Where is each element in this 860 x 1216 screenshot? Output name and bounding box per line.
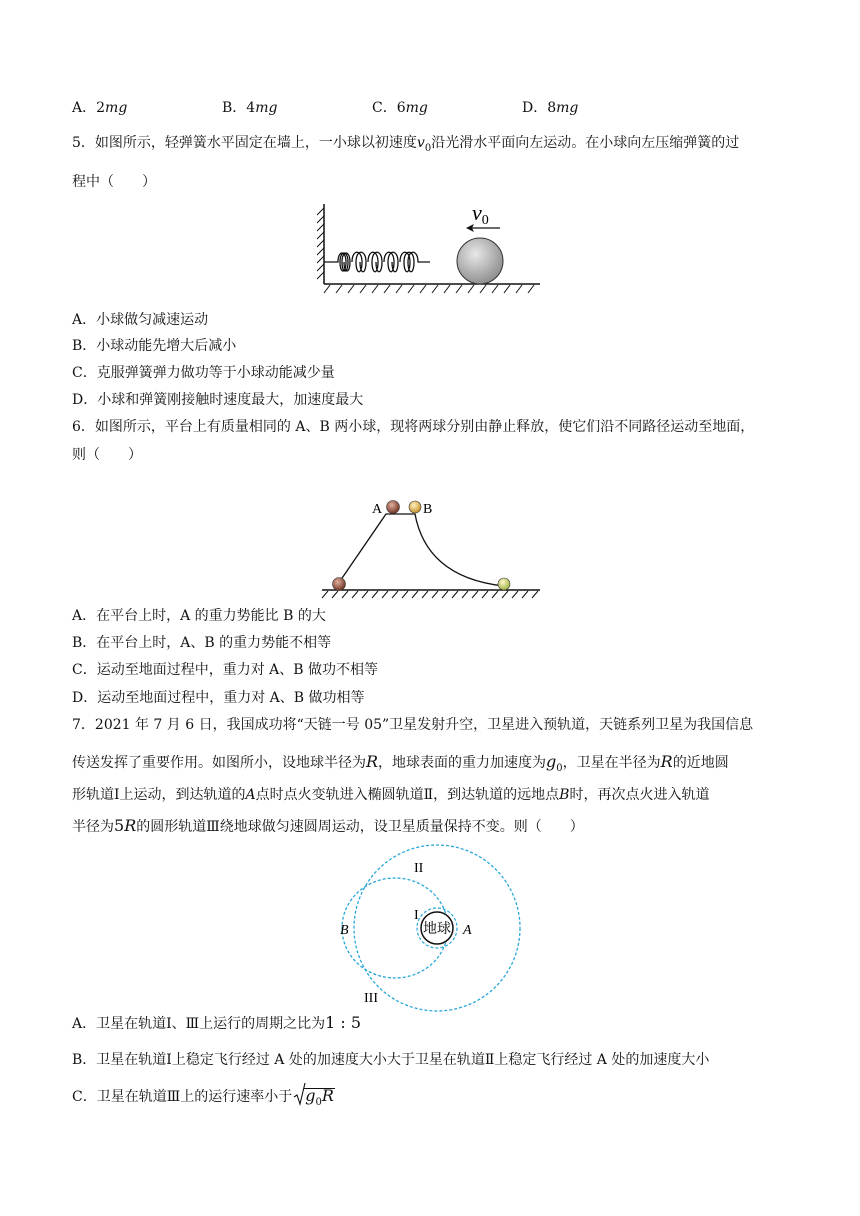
sqrt-expression: $g_0R$ [294, 1086, 335, 1113]
fig-point-a: A [463, 923, 472, 938]
q5-spring-figure [316, 200, 546, 300]
q6-option-b: B．在平台上时，A、B 的重力势能不相等 [72, 635, 332, 651]
q7-stem-line4: 半径为5R的圆形轨道Ⅲ绕地球做匀速圆周运动，设卫星质量保持不变。则（ ） [72, 816, 584, 835]
q5-option-b: B．小球动能先增大后减小 [72, 338, 237, 354]
q4-option-c: C．6mg [372, 100, 428, 116]
q7-option-a: A．卫星在轨道Ⅰ、Ⅲ上运行的周期之比为1 : 5 [72, 1013, 362, 1032]
q4-option-d: D．8mg [522, 100, 579, 116]
q7-stem-line2: 传送发挥了重要作用。如图所小，设地球半径为R，地球表面的重力加速度为$g_0$，卫星在半径为R的近地圆 [72, 752, 729, 774]
q6-option-c: C．运动至地面过程中，重力对 A、B 做功不相等 [72, 662, 379, 678]
q5-stem-line2: 程中（ ） [72, 174, 156, 190]
fig-orbit-i: I [414, 908, 419, 923]
fig-earth-label: 地球 [423, 921, 451, 937]
fig-label-b: B [423, 502, 433, 517]
q4-option-b: B．4mg [222, 100, 278, 116]
fig-point-b: B [340, 923, 349, 938]
ball [457, 238, 503, 284]
q7-stem-line1: 7．2021 年 7 月 6 日，我国成功将“天链一号 05”卫星发射升空，卫星进入预轨道，天链系列卫星为我国信息 [72, 717, 754, 733]
fig-orbit-ii: II [414, 861, 424, 876]
q6-stem-line2: 则（ ） [72, 447, 142, 463]
fig-orbit-iii: III [364, 991, 378, 1006]
q5-stem-line1: 5．如图所示，轻弹簧水平固定在墙上，一小球以初速度$v_0$沿光滑水平面向左运动。在小球向左压缩弹簧的过 [72, 135, 740, 154]
q7-orbit-figure [334, 848, 534, 1012]
q6-option-a: A．在平台上时，A 的重力势能比 B 的大 [72, 608, 326, 624]
q4-option-a: A．2mg [72, 100, 128, 116]
q7-option-c: C．卫星在轨道Ⅲ上的运行速率小于 $g_0R$ [72, 1086, 335, 1113]
q5-option-a: A．小球做匀减速运动 [72, 312, 209, 328]
fig-v-label: v0 [472, 200, 489, 228]
fig-label-a: A [372, 502, 383, 517]
q5-option-d: D．小球和弹簧刚接触时速度最大，加速度最大 [72, 392, 364, 408]
q5-option-c: C．克服弹簧弹力做功等于小球动能减少量 [72, 365, 335, 381]
q7-stem-line3: 形轨道Ⅰ上运动，到达轨道的A点时点火变轨进入椭圆轨道Ⅱ，到达轨道的远地点B时，再次点火进入轨道 [72, 787, 710, 803]
q6-stem-line1: 6．如图所示，平台上有质量相同的 A、B 两小球，现将两球分别由静止释放，使它们沿不同路径运动至地面， [72, 419, 755, 435]
q7-option-b: B．卫星在轨道Ⅰ上稳定飞行经过 A 处的加速度大小大于卫星在轨道Ⅱ上稳定飞行经过 A 处的加速度大小 [72, 1052, 710, 1068]
q6-option-d: D．运动至地面过程中，重力对 A、B 做功相等 [72, 690, 365, 706]
q6-platform-figure [318, 492, 544, 602]
